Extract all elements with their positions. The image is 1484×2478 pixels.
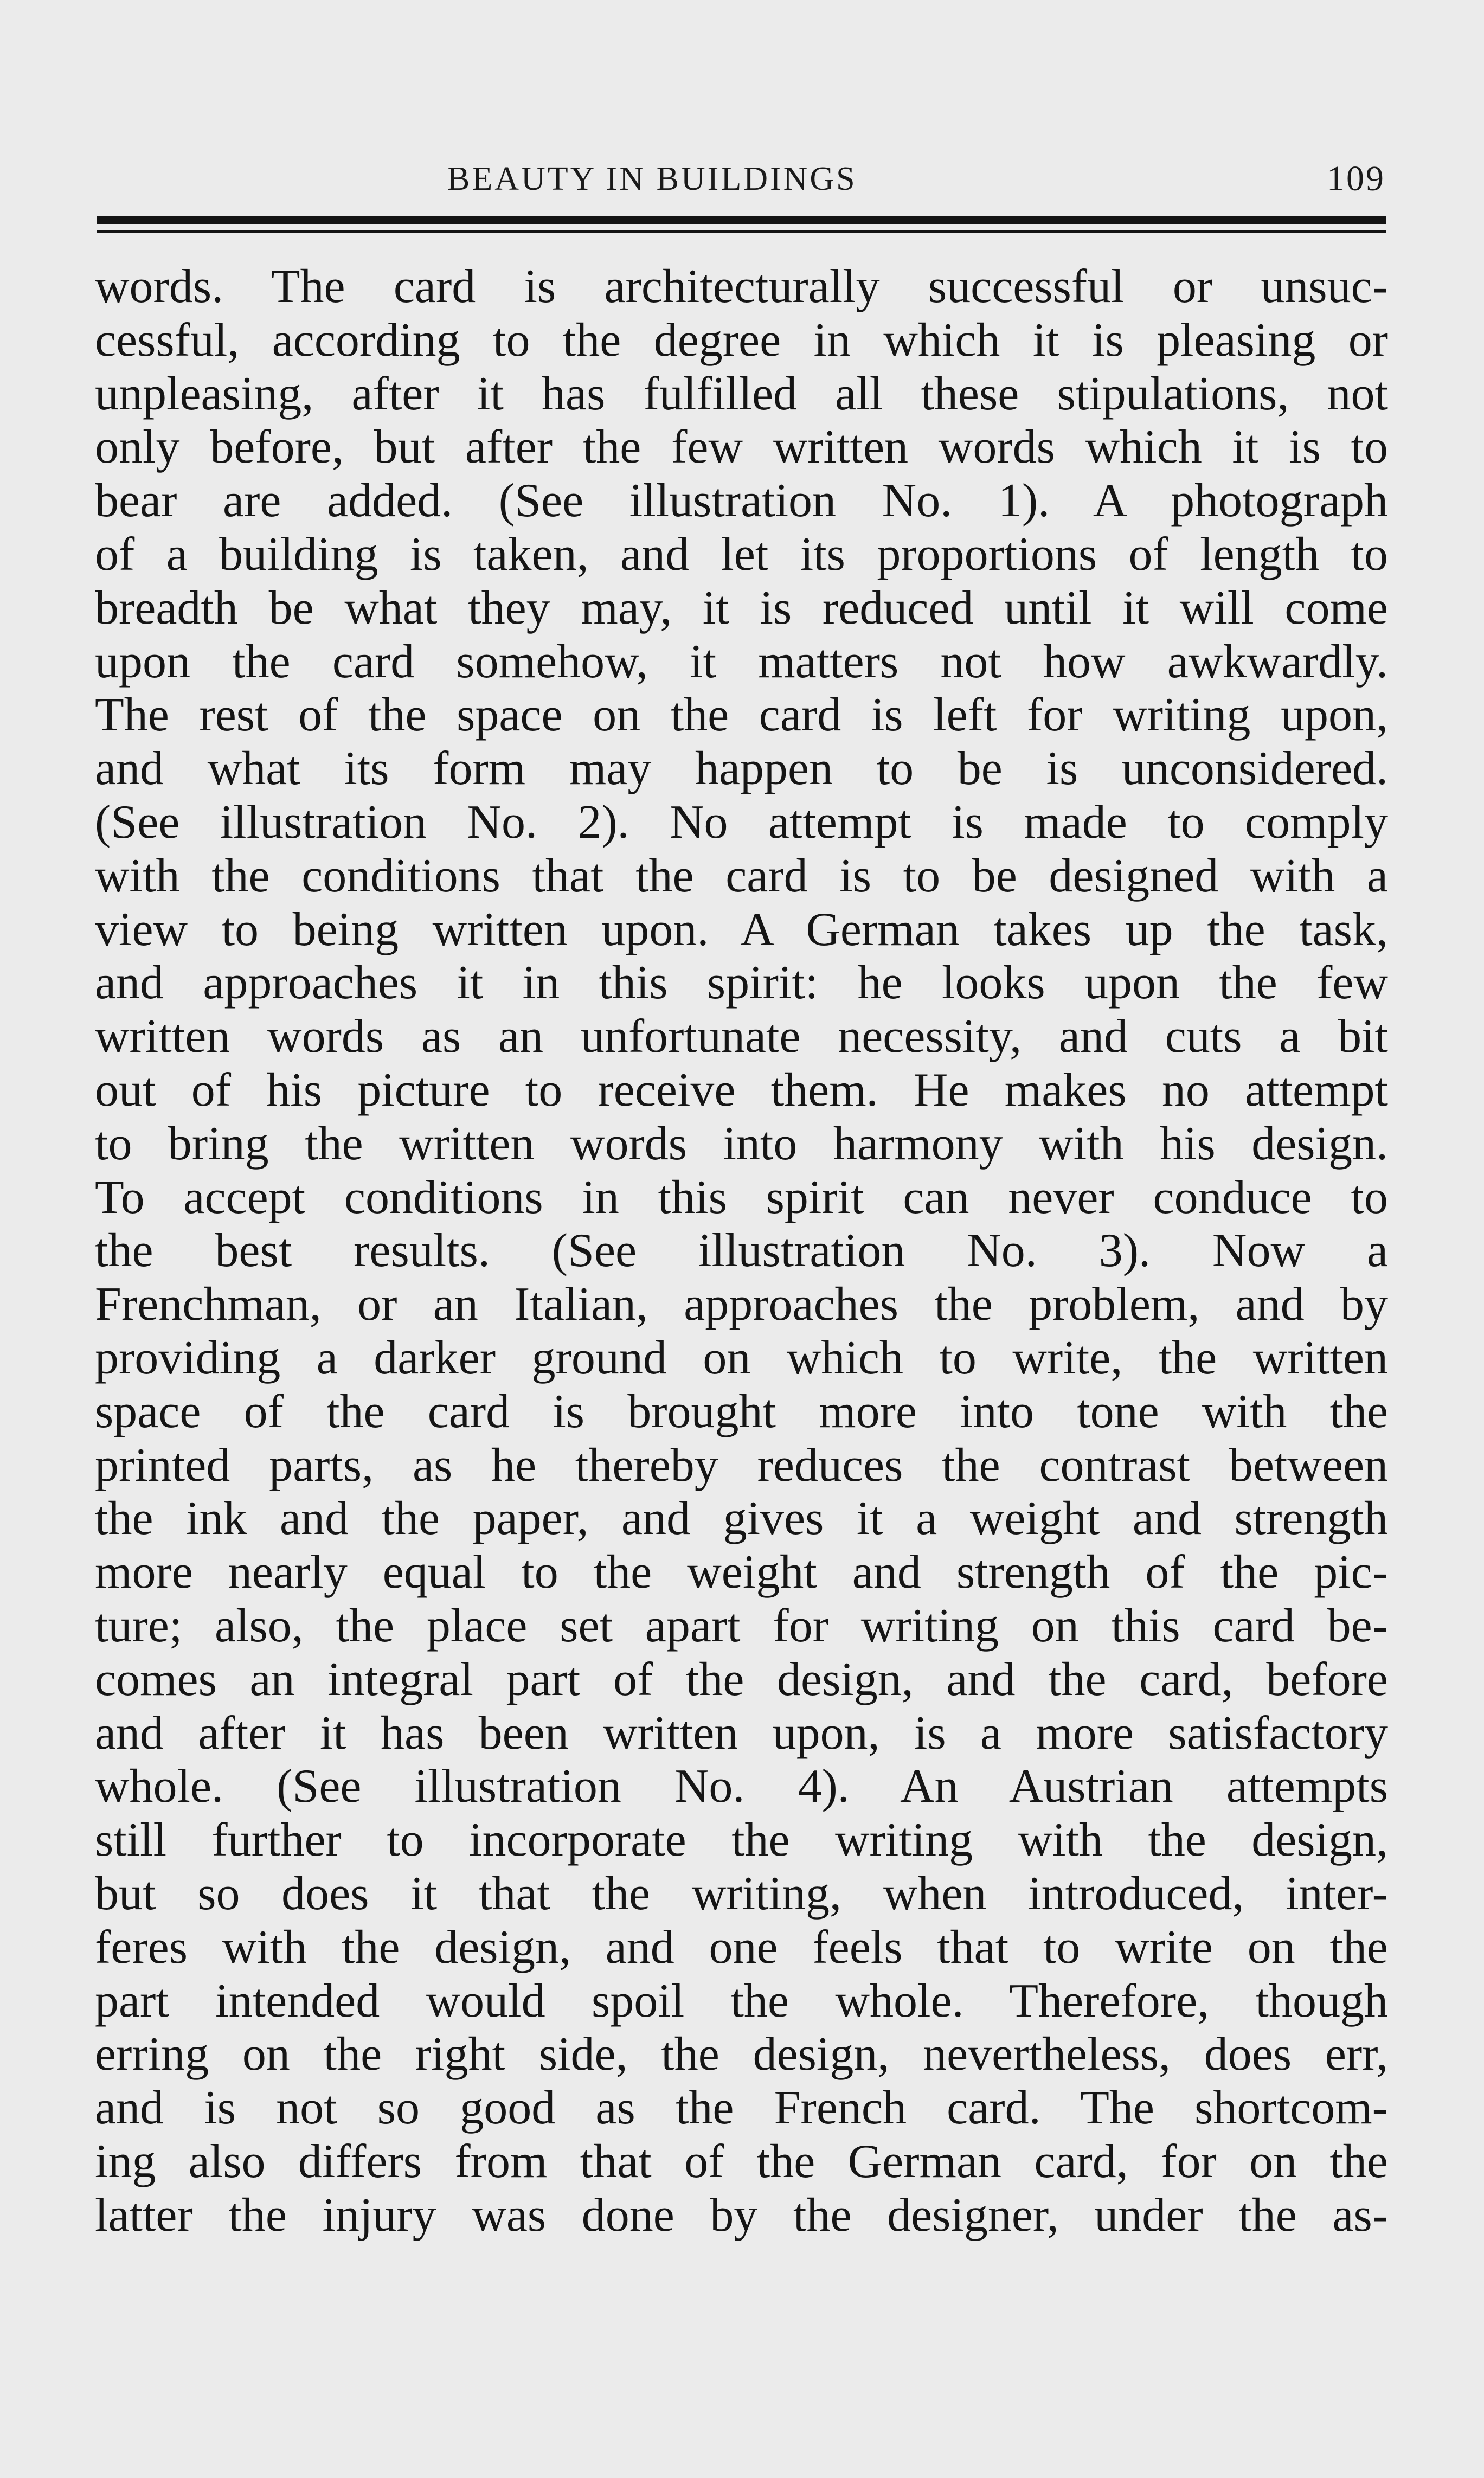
running-title: BEAUTY IN BUILDINGS: [447, 161, 857, 197]
text-line: latter the injury was done by the designer, under the as-: [95, 2188, 1388, 2242]
text-line: To accept conditions in this spirit can never conduce to: [95, 1171, 1388, 1224]
text-line: to bring the written words into harmony with his design.: [95, 1117, 1388, 1170]
text-line: and after it has been written upon, is a more satisfactory: [95, 1706, 1388, 1760]
text-line: printed parts, as he thereby reduces the contrast between: [95, 1439, 1388, 1492]
text-line: the ink and the paper, and gives it a weight and strength: [95, 1492, 1388, 1545]
running-header: [95, 157, 1385, 201]
text-line: ing also differs from that of the German card, for on the: [95, 2135, 1388, 2188]
text-line: written words as an unfortunate necessity, and cuts a bit: [95, 1010, 1388, 1063]
text-line: and is not so good as the French card. The shortcom-: [95, 2082, 1388, 2135]
text-line: and what its form may happen to be is unconsidered.: [95, 742, 1388, 795]
text-line: only before, but after the few written words which it is to: [95, 421, 1388, 474]
text-line: The rest of the space on the card is left for writing upon,: [95, 689, 1388, 742]
text-line: but so does it that the writing, when introduced, inter-: [95, 1867, 1388, 1920]
text-line: whole. (See illustration No. 4). An Austrian attempts: [95, 1760, 1388, 1813]
text-line: feres with the design, and one feels that to write on the: [95, 1921, 1388, 1974]
body-text: [95, 260, 1388, 2242]
text-line: cessful, according to the degree in which it is pleasing or: [95, 313, 1388, 367]
text-line: part intended would spoil the whole. Therefore, though: [95, 1974, 1388, 2027]
header-rule-thick: [97, 216, 1386, 224]
text-line: unpleasing, after it has fulfilled all these stipulations, not: [95, 367, 1388, 420]
text-line: and approaches it in this spirit: he looks upon the few: [95, 956, 1388, 1010]
header-rule-thin: [97, 230, 1386, 233]
text-line: breadth be what they may, it is reduced until it will come: [95, 581, 1388, 634]
text-line: the best results. (See illustration No. 3). Now a: [95, 1224, 1388, 1277]
text-line: erring on the right side, the design, nevertheless, does err,: [95, 2028, 1388, 2081]
text-line: (See illustration No. 2). No attempt is made to comply: [95, 795, 1388, 849]
text-line: upon the card somehow, it matters not how awkwardly.: [95, 635, 1388, 688]
text-line: still further to incorporate the writing with the design,: [95, 1814, 1388, 1867]
text-line: ture; also, the place set apart for writing on this card be-: [95, 1599, 1388, 1652]
page-number: 109: [1327, 159, 1385, 198]
text-line: bear are added. (See illustration No. 1). A photograph: [95, 474, 1388, 528]
text-line: words. The card is architecturally successful or unsuc-: [95, 260, 1388, 313]
text-line: with the conditions that the card is to be designed with a: [95, 849, 1388, 902]
text-line: more nearly equal to the weight and strength of the pic-: [95, 1546, 1388, 1599]
text-line: Frenchman, or an Italian, approaches the problem, and by: [95, 1278, 1388, 1331]
text-line: space of the card is brought more into tone with the: [95, 1385, 1388, 1438]
text-line: out of his picture to receive them. He makes no attempt: [95, 1063, 1388, 1116]
text-line: providing a darker ground on which to write, the written: [95, 1331, 1388, 1384]
text-line: comes an integral part of the design, and the card, before: [95, 1653, 1388, 1706]
text-line: of a building is taken, and let its proportions of length to: [95, 528, 1388, 581]
text-line: view to being written upon. A German takes up the task,: [95, 903, 1388, 956]
